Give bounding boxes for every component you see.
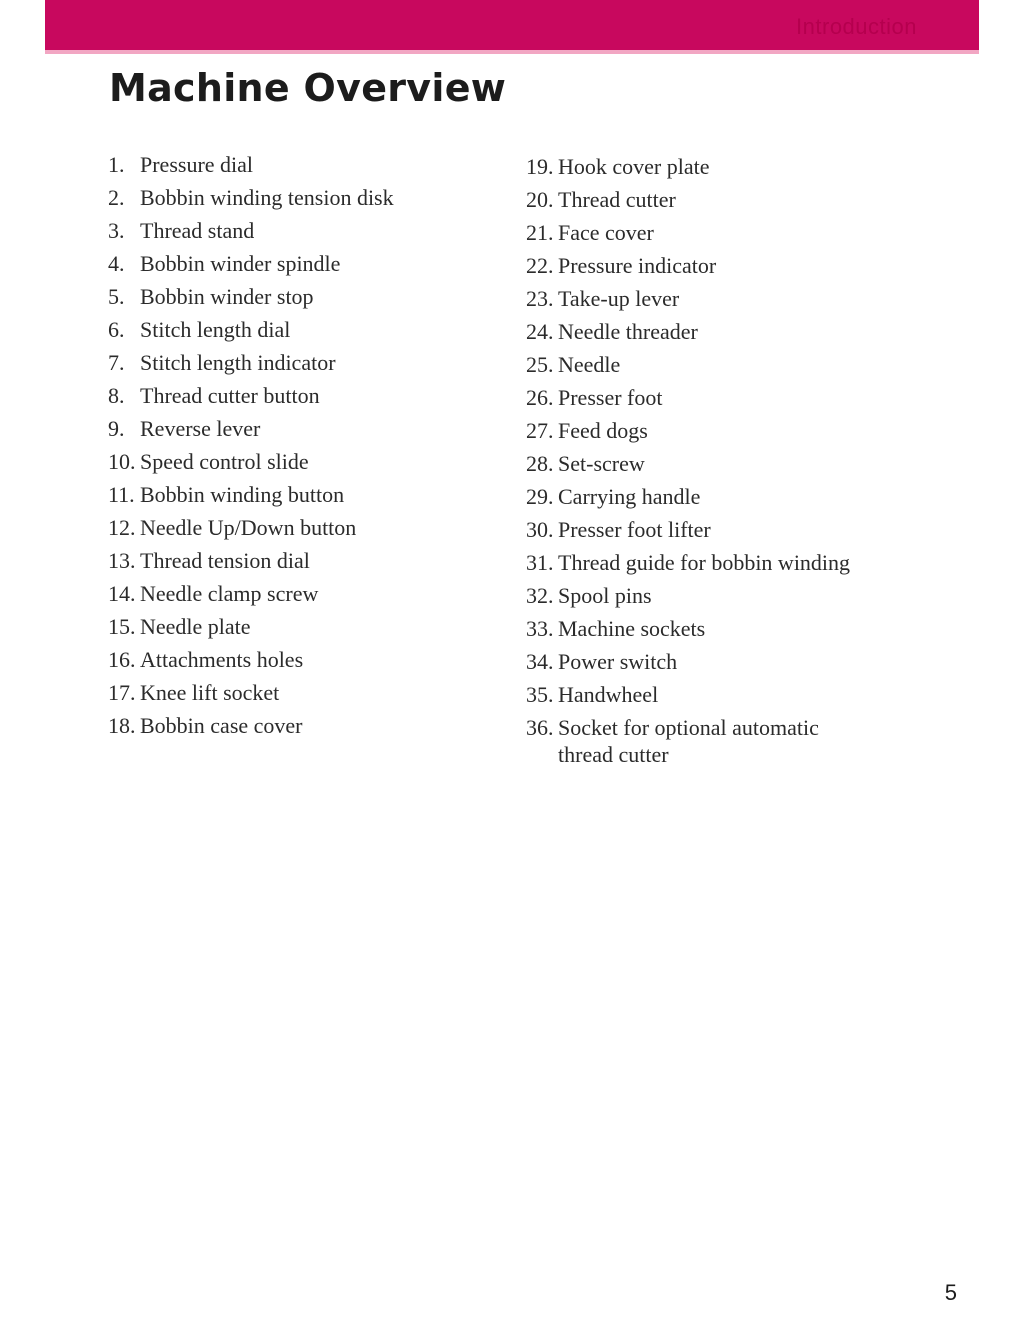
item-number: 16.	[108, 647, 136, 672]
item-number: 34.	[526, 649, 554, 674]
item-label: Stitch length indicator	[140, 350, 336, 375]
item-number: 15.	[108, 614, 136, 639]
list-item	[108, 643, 508, 676]
item-label: Bobbin winder spindle	[140, 251, 341, 276]
list-item	[108, 577, 508, 610]
list-item	[526, 249, 956, 282]
item-number: 14.	[108, 581, 136, 606]
list-item	[108, 346, 508, 379]
item-label: Needle plate	[140, 614, 251, 639]
item-label: Power switch	[558, 649, 678, 674]
parts-list-left	[108, 148, 508, 742]
page-number: 5	[944, 1280, 957, 1305]
item-label: Thread cutter button	[140, 383, 320, 408]
item-label: Feed dogs	[558, 418, 648, 443]
item-label: Socket for optional automatic thread cutter	[558, 715, 819, 767]
item-number: 10.	[108, 449, 136, 474]
item-number: 28.	[526, 451, 554, 476]
item-number: 26.	[526, 385, 554, 410]
header-band	[45, 0, 979, 54]
item-label: Bobbin winding button	[140, 482, 345, 507]
item-number: 25.	[526, 352, 554, 377]
item-number: 20.	[526, 187, 554, 212]
list-item	[526, 546, 956, 579]
page-title: Machine Overview	[109, 66, 507, 110]
item-label: Thread stand	[140, 218, 255, 243]
item-number: 5.	[108, 284, 125, 309]
item-number: 29.	[526, 484, 554, 509]
item-label: Reverse lever	[140, 416, 261, 441]
item-label: Knee lift socket	[140, 680, 280, 705]
item-number: 11.	[108, 482, 135, 507]
list-item	[108, 148, 508, 181]
item-label: Needle clamp screw	[140, 581, 319, 606]
list-item	[526, 447, 956, 480]
item-label: Stitch length dial	[140, 317, 291, 342]
item-label: Carrying handle	[558, 484, 701, 509]
list-item	[526, 282, 956, 315]
list-item	[526, 315, 956, 348]
item-label: Handwheel	[558, 682, 659, 707]
item-label: Needle Up/Down button	[140, 515, 357, 540]
item-label: Needle	[558, 352, 621, 377]
list-item	[526, 480, 956, 513]
item-label: Speed control slide	[140, 449, 309, 474]
item-label: Thread cutter	[558, 187, 676, 212]
item-label: Machine sockets	[558, 616, 706, 641]
list-item	[108, 412, 508, 445]
list-item	[108, 280, 508, 313]
item-label: Set-screw	[558, 451, 645, 476]
list-item	[526, 183, 956, 216]
item-label: Face cover	[558, 220, 654, 245]
item-number: 4.	[108, 251, 125, 276]
list-item	[108, 214, 508, 247]
item-number: 6.	[108, 317, 125, 342]
parts-list-right	[526, 150, 956, 768]
list-item	[526, 414, 956, 447]
item-number: 17.	[108, 680, 136, 705]
item-number: 18.	[108, 713, 136, 738]
list-item	[526, 348, 956, 381]
list-item	[526, 678, 956, 711]
item-number: 32.	[526, 583, 554, 608]
item-label: Presser foot lifter	[558, 517, 711, 542]
item-number: 8.	[108, 383, 125, 408]
list-item	[108, 478, 508, 511]
list-item	[108, 445, 508, 478]
item-label: Hook cover plate	[558, 154, 710, 179]
item-label: Take-up lever	[558, 286, 680, 311]
item-label: Bobbin winder stop	[140, 284, 314, 309]
list-item	[108, 709, 508, 742]
section-label: Introduction	[796, 14, 917, 39]
list-item	[526, 381, 956, 414]
item-label: Attachments holes	[140, 647, 304, 672]
item-number: 19.	[526, 154, 554, 179]
item-number: 12.	[108, 515, 136, 540]
item-number: 22.	[526, 253, 554, 278]
item-label: Pressure dial	[140, 152, 254, 177]
list-item	[108, 676, 508, 709]
item-number: 23.	[526, 286, 554, 311]
list-item	[526, 645, 956, 678]
item-number: 30.	[526, 517, 554, 542]
list-item	[526, 579, 956, 612]
item-number: 24.	[526, 319, 554, 344]
list-item	[108, 247, 508, 280]
list-item	[526, 150, 956, 183]
item-number: 33.	[526, 616, 554, 641]
item-number: 3.	[108, 218, 125, 243]
item-label: Presser foot	[558, 385, 663, 410]
list-item	[108, 181, 508, 214]
item-number: 35.	[526, 682, 554, 707]
item-number: 27.	[526, 418, 554, 443]
item-label: Bobbin case cover	[140, 713, 303, 738]
list-item	[526, 216, 956, 249]
list-item	[108, 379, 508, 412]
item-number: 31.	[526, 550, 554, 575]
item-label: Spool pins	[558, 583, 652, 608]
list-item	[526, 513, 956, 546]
list-item	[526, 711, 956, 768]
list-item	[108, 313, 508, 346]
item-number: 7.	[108, 350, 125, 375]
list-item	[108, 610, 508, 643]
item-number: 13.	[108, 548, 136, 573]
list-item	[108, 511, 508, 544]
item-label: Thread guide for bobbin winding	[558, 550, 851, 575]
list-item	[526, 612, 956, 645]
item-number: 1.	[108, 152, 125, 177]
item-number: 21.	[526, 220, 554, 245]
item-label: Thread tension dial	[140, 548, 310, 573]
item-label: Bobbin winding tension disk	[140, 185, 394, 210]
item-number: 36.	[526, 715, 554, 740]
item-number: 9.	[108, 416, 125, 441]
item-label: Needle threader	[558, 319, 698, 344]
item-label: Pressure indicator	[558, 253, 717, 278]
list-item	[108, 544, 508, 577]
item-number: 2.	[108, 185, 125, 210]
